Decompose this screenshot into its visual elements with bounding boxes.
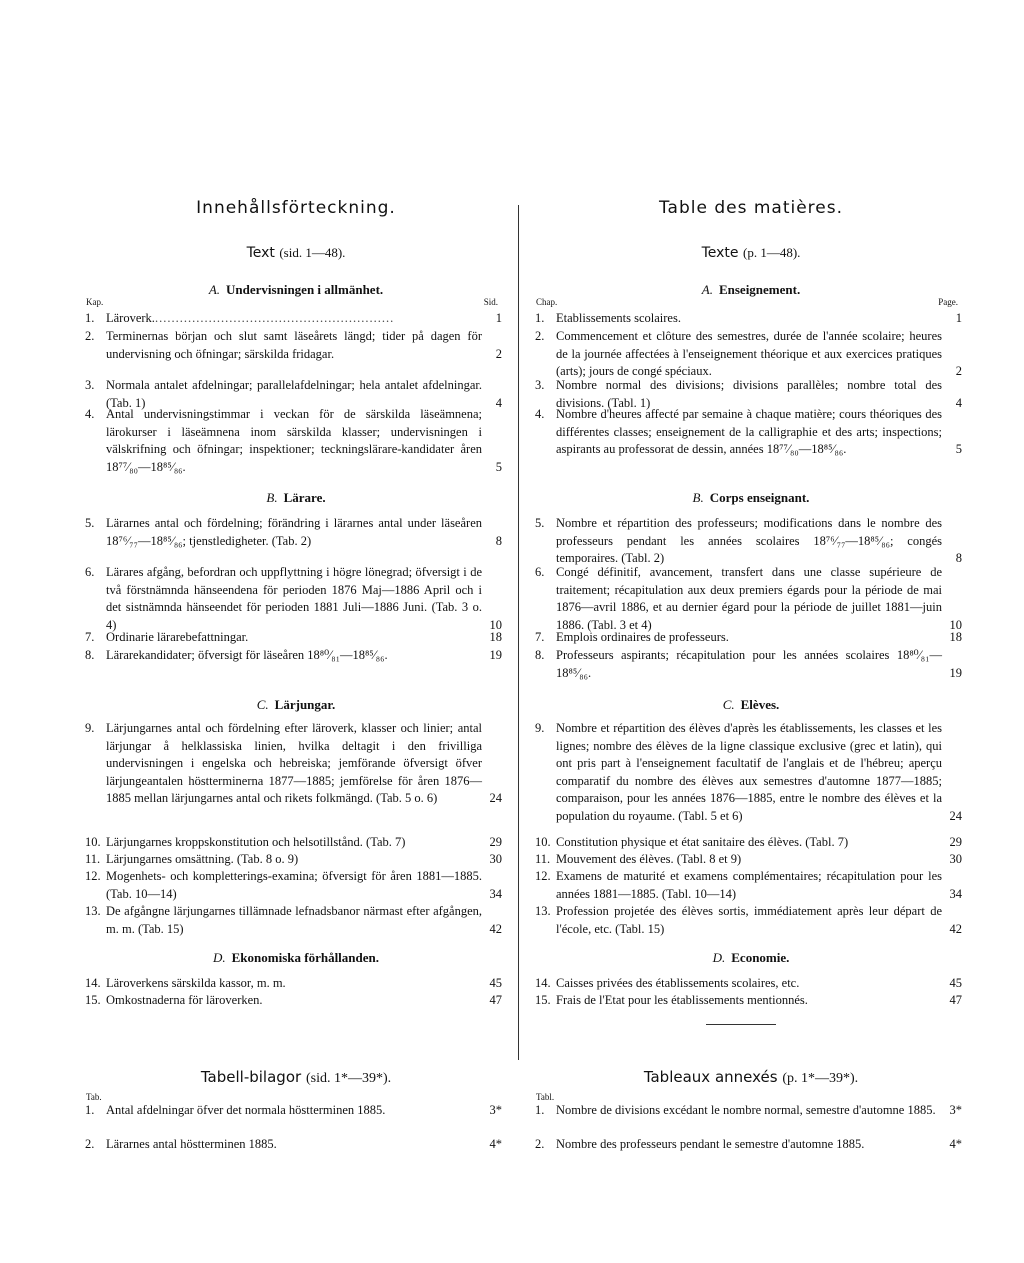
toc-entry[interactable]: 15. Frais de l'Etat pour les établissements mentionnés. 47 <box>535 993 962 1007</box>
annex-entry[interactable]: 2. Lärarnes antal höstterminen 1885. 4* <box>85 1137 502 1151</box>
toc-entry[interactable]: 3. Normala antalet afdelningar; parallelafdelningar; hela antalet afdelningar. (Tab. 1) 4 <box>85 378 502 410</box>
toc-entry[interactable]: 14. Läroverkens särskilda kassor, m. m. 45 <box>85 976 502 990</box>
toc-entry[interactable]: 5. Nombre et répartition des professeurs; modifications dans le nombre des professeurs pendant les années scolaires 18⁷⁶⁄₇₇—18⁸⁵⁄₈₆; congés temporaires. (Tabl. 2) 8 <box>535 516 962 565</box>
page-title: Innehållsförteckning. <box>196 198 396 218</box>
toc-entry[interactable]: 8. Lärarekandidater; öfversigt för läseåren 18⁸⁰⁄₈₁—18⁸⁵⁄₈₆. 19 <box>85 648 502 662</box>
text-subtitle: Text (sid. 1—48). <box>246 245 346 261</box>
section-heading-b-fr: B. Corps enseignant. <box>692 490 810 505</box>
toc-entry[interactable]: 6. Lärares afgång, befordran och uppflyttning i högre lönegrad; öfversigt i de två förstnämnda hänseendena för perioden 1876 Maj—1886 April och i det sistnämnda hänseendet för perioden 1881 Juli—1886 Juni. (Tab. 3 o. 4) 10 <box>85 565 502 632</box>
toc-entry[interactable]: 7. Emplois ordinaires de professeurs. 18 <box>535 630 962 644</box>
column-divider <box>518 205 519 1060</box>
annex-title: Tabell-bilagor (sid. 1*—39*). <box>200 1068 392 1086</box>
toc-entry[interactable]: 11. Mouvement des élèves. (Tabl. 8 et 9) 30 <box>535 852 962 866</box>
toc-entry[interactable]: 12. Examens de maturité et examens complémentaires; récapitulation pour les années 1881—1885. (Tabl. 10—14) 34 <box>535 869 962 901</box>
section-heading-d: D. Ekonomiska förhållanden. <box>212 950 379 965</box>
annex-header: Tab. <box>86 1092 102 1102</box>
toc-entry[interactable]: 10. Lärjungarnes kroppskonstitution och helsotillstånd. (Tab. 7) 29 <box>85 835 502 849</box>
annex-title-fr: Tableaux annexés (p. 1*—39*). <box>643 1068 859 1086</box>
toc-entry[interactable]: 6. Congé définitif, avancement, transfert dans une classe supérieure de traitement; récapitulation aux deux premiers égards pour la période de mai 1876—avril 1886, et au dernier égard pour la période de juillet 1881—juin 1886. (Tabl. 3 et 4) 10 <box>535 565 962 632</box>
section-rule <box>706 1024 776 1025</box>
toc-entry[interactable]: 5. Lärarnes antal och fördelning; förändring i lärarnes antal under läseåren 18⁷⁶⁄₇₇—18⁸⁵⁄₈₆; tjenstledigheter. (Tab. 2) 8 <box>85 516 502 548</box>
column-header: Kap. Sid. <box>86 297 498 307</box>
toc-entry[interactable]: 7. Ordinarie lärarebefattningar. 18 <box>85 630 502 644</box>
toc-entry[interactable]: 9. Nombre et répartition des élèves d'après les établissements, les classes et les lignes; nombre des élèves de la ligne classique exclusive (grec et latin), qui ont pris part à l'enseignement facultatif de l'anglais et de l'hébreu; aperçu comparatif du nombre des élèves aux semestres d'automne 1877—1885; comparaison, pour les années 1876—1885, entre le nombre des élèves et la population du royaume. (Tabl. 5 et 6) 24 <box>535 721 962 823</box>
toc-entry[interactable]: 4. Nombre d'heures affecté par semaine à chaque matière; cours théoriques des différentes classes; enseignement de la calligraphie et des arts; inspections; aspirants au professorat de dessin, années 18⁷⁷⁄₈₀—18⁸⁵⁄₈₆. 5 <box>535 407 962 456</box>
section-heading-a-fr: A. Enseignement. <box>701 282 801 297</box>
toc-entry[interactable]: 13. De afgångne lärjungarnes tillämnade lefnadsbanor närmast efter afgången, m. m. (Tab. 15) 42 <box>85 904 502 936</box>
section-heading-c: C. Lärjungar. <box>256 697 336 712</box>
toc-entry[interactable]: 15. Omkostnaderna för läroverken. 47 <box>85 993 502 1007</box>
annex-entry[interactable]: 1. Nombre de divisions excédant le nombre normal, semestre d'automne 1885. 3* <box>535 1103 962 1117</box>
toc-entry[interactable]: 1. Etablissements scolaires. 1 <box>535 311 962 325</box>
toc-entry[interactable]: 1. Läroverk........................................................... 1 <box>85 311 502 325</box>
toc-entry[interactable]: 11. Lärjungarnes omsättning. (Tab. 8 o. 9) 30 <box>85 852 502 866</box>
annex-entry[interactable]: 2. Nombre des professeurs pendant le semestre d'automne 1885. 4* <box>535 1137 962 1151</box>
toc-entry[interactable]: 12. Mogenhets- och kompletterings-examina; öfversigt för åren 1881—1885. (Tab. 10—14) 34 <box>85 869 502 901</box>
toc-entry[interactable]: 3. Nombre normal des divisions; divisions parallèles; nombre total des divisions. (Tabl. 1) 4 <box>535 378 962 410</box>
toc-entry[interactable]: 13. Profession projetée des élèves sortis, immédiatement après leur départ de l'école, etc. (Tabl. 15) 42 <box>535 904 962 936</box>
text-subtitle-fr: Texte (p. 1—48). <box>701 245 801 261</box>
toc-entry[interactable]: 4. Antal undervisningstimmar i veckan för de särskilda läseämnena; lärokurser i läseämnena inom särskilda klasser; undervisningen i välskrifning och öfningar; inspektioner; teckningslärare-kandidater åren 18⁷⁷⁄₈₀—18⁸⁵⁄₈₆. 5 <box>85 407 502 474</box>
section-heading-c-fr: C. Elèves. <box>722 697 780 712</box>
section-heading-b: B. Lärare. <box>266 490 326 505</box>
toc-entry[interactable]: 2. Terminernas början och slut samt läseårets längd; tider på dagen för undervisning och öfningar; särskilda fridagar. 2 <box>85 329 502 361</box>
page-title-fr: Table des matières. <box>658 198 844 218</box>
toc-entry[interactable]: 8. Professeurs aspirants; récapitulation pour les années scolaires 18⁸⁰⁄₈₁—18⁸⁵⁄₈₆. 19 <box>535 648 962 680</box>
toc-entry[interactable]: 2. Commencement et clôture des semestres, durée de l'année scolaire; heures de la journée affectées à l'enseignement théorique et aux exercices pratiques (arts); jours de congé spéciaux. 2 <box>535 329 962 378</box>
toc-entry[interactable]: 10. Constitution physique et état sanitaire des élèves. (Tabl. 7) 29 <box>535 835 962 849</box>
section-heading-a: A. Undervisningen i allmänhet. <box>208 282 384 297</box>
column-header-fr: Chap. Page. <box>536 297 958 307</box>
toc-entry[interactable]: 9. Lärjungarnes antal och fördelning efter läroverk, klasser och linier; antal lärjungar å helklassiska linien, hvilka deltagit i den frivilliga undervisningen i engelska och hebreiska; jemförande öfversigt öfver lärjungeantalen höstterminerna 1877—1885; jemförelse för åren 1876—1885 mellan lärjungarnes antal och rikets folkmängd. (Tab. 5 o. 6) 24 <box>85 721 502 805</box>
toc-entry[interactable]: 14. Caisses privées des établissements scolaires, etc. 45 <box>535 976 962 990</box>
section-heading-d-fr: D. Economie. <box>712 950 790 965</box>
annex-entry[interactable]: 1. Antal afdelningar öfver det normala höstterminen 1885. 3* <box>85 1103 502 1117</box>
annex-header-fr: Tabl. <box>536 1092 555 1102</box>
